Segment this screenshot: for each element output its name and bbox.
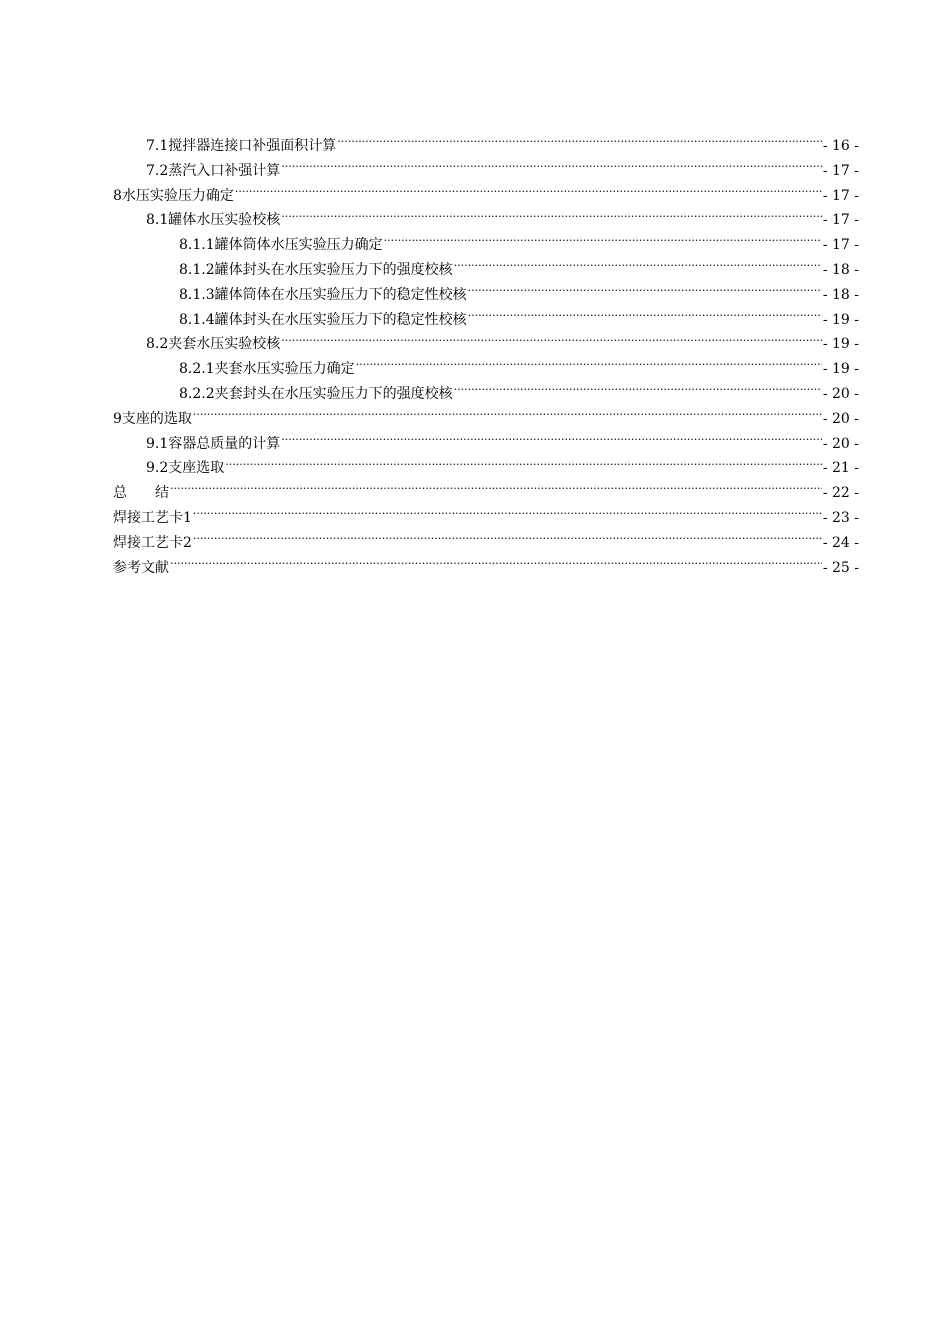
toc-entry-page: - 17 - bbox=[822, 237, 859, 254]
toc-dot-leader bbox=[170, 558, 822, 572]
toc-entry-label: 焊接工艺卡1 bbox=[113, 509, 192, 526]
toc-entry-page: - 19 - bbox=[822, 361, 859, 378]
toc-entry-label: 总 结 bbox=[113, 485, 169, 502]
toc-entry-label: 8.1.2罐体封头在水压实验压力下的强度校核 bbox=[179, 261, 453, 278]
toc-dot-leader bbox=[281, 210, 822, 224]
toc-dot-leader bbox=[281, 161, 822, 175]
toc-entry-page: - 19 - bbox=[822, 336, 859, 353]
toc-entry-label: 8.2夹套水压实验校核 bbox=[146, 336, 281, 353]
toc-entry[interactable] bbox=[113, 159, 859, 184]
toc-entry[interactable] bbox=[113, 556, 859, 581]
toc-entry[interactable] bbox=[113, 382, 859, 407]
toc-entry-page: - 22 - bbox=[822, 485, 859, 502]
toc-entry-page: - 17 - bbox=[822, 187, 859, 204]
toc-dot-leader bbox=[193, 508, 822, 522]
toc-entry-label: 7.2蒸汽入口补强计算 bbox=[146, 162, 281, 179]
toc-entry-label: 9.1容器总质量的计算 bbox=[146, 435, 281, 452]
toc-entry[interactable] bbox=[113, 208, 859, 233]
toc-entry-page: - 24 - bbox=[822, 534, 859, 551]
toc-dot-leader bbox=[281, 434, 822, 448]
toc-entry-page: - 17 - bbox=[822, 212, 859, 229]
toc-entry-page: - 19 - bbox=[822, 311, 859, 328]
toc-entry-page: - 25 - bbox=[822, 559, 859, 576]
toc-entry-label: 8.2.2夹套封头在水压实验压力下的强度校核 bbox=[179, 385, 453, 402]
toc-entry-page: - 20 - bbox=[822, 435, 859, 452]
toc-entry-label: 焊接工艺卡2 bbox=[113, 534, 192, 551]
toc-dot-leader bbox=[454, 260, 822, 274]
toc-dot-leader bbox=[281, 334, 822, 348]
toc-dot-leader bbox=[235, 186, 822, 200]
toc-entry-label: 9.2支座选取 bbox=[146, 460, 225, 477]
toc-entry[interactable] bbox=[113, 258, 859, 283]
toc-entry-page: - 16 - bbox=[822, 138, 859, 154]
toc-dot-leader bbox=[225, 458, 822, 472]
toc-entry-page: - 18 - bbox=[822, 286, 859, 303]
toc-entry-page: - 18 - bbox=[822, 261, 859, 278]
toc-entry-page: - 21 - bbox=[822, 460, 859, 477]
toc-entry[interactable] bbox=[113, 233, 859, 258]
toc-entry-label: 参考文献 bbox=[113, 559, 169, 576]
toc-dot-leader bbox=[193, 533, 822, 547]
toc-dot-leader bbox=[468, 285, 822, 299]
toc-entry[interactable] bbox=[113, 184, 859, 209]
toc-entry[interactable] bbox=[113, 357, 859, 382]
toc-entry-page: - 20 - bbox=[822, 410, 859, 427]
toc-dot-leader bbox=[454, 384, 822, 398]
toc-entry[interactable] bbox=[113, 506, 859, 531]
toc-dot-leader bbox=[468, 310, 822, 324]
toc-entry-label: 9支座的选取 bbox=[113, 410, 192, 427]
toc-dot-leader bbox=[193, 409, 822, 423]
toc-entry[interactable] bbox=[113, 332, 859, 357]
toc-entry-label: 8.1.1罐体筒体水压实验压力确定 bbox=[179, 237, 383, 254]
toc-entry[interactable] bbox=[113, 481, 859, 506]
toc-dot-leader bbox=[337, 136, 822, 150]
toc-entry[interactable] bbox=[113, 407, 859, 432]
toc-entry-label: 8.1.4罐体封头在水压实验压力下的稳定性校核 bbox=[179, 311, 467, 328]
toc-entry-label: 8.1.3罐体筒体在水压实验压力下的稳定性校核 bbox=[179, 286, 467, 303]
toc-entry[interactable] bbox=[113, 456, 859, 481]
table-of-contents bbox=[113, 134, 859, 580]
toc-entry[interactable] bbox=[113, 531, 859, 556]
toc-dot-leader bbox=[356, 359, 822, 373]
toc-entry[interactable] bbox=[113, 134, 859, 159]
toc-entry-label: 7.1搅拌器连接口补强面积计算 bbox=[146, 138, 337, 154]
toc-dot-leader bbox=[384, 235, 822, 249]
toc-dot-leader bbox=[170, 483, 822, 497]
toc-entry-label: 8.1罐体水压实验校核 bbox=[146, 212, 281, 229]
toc-entry-label: 8.2.1夹套水压实验压力确定 bbox=[179, 361, 355, 378]
toc-entry[interactable] bbox=[113, 283, 859, 308]
toc-entry-label: 8水压实验压力确定 bbox=[113, 187, 234, 204]
toc-entry[interactable] bbox=[113, 432, 859, 457]
toc-entry-page: - 20 - bbox=[822, 385, 859, 402]
toc-entry-page: - 17 - bbox=[822, 162, 859, 179]
toc-entry-page: - 23 - bbox=[822, 509, 859, 526]
toc-entry[interactable] bbox=[113, 308, 859, 333]
